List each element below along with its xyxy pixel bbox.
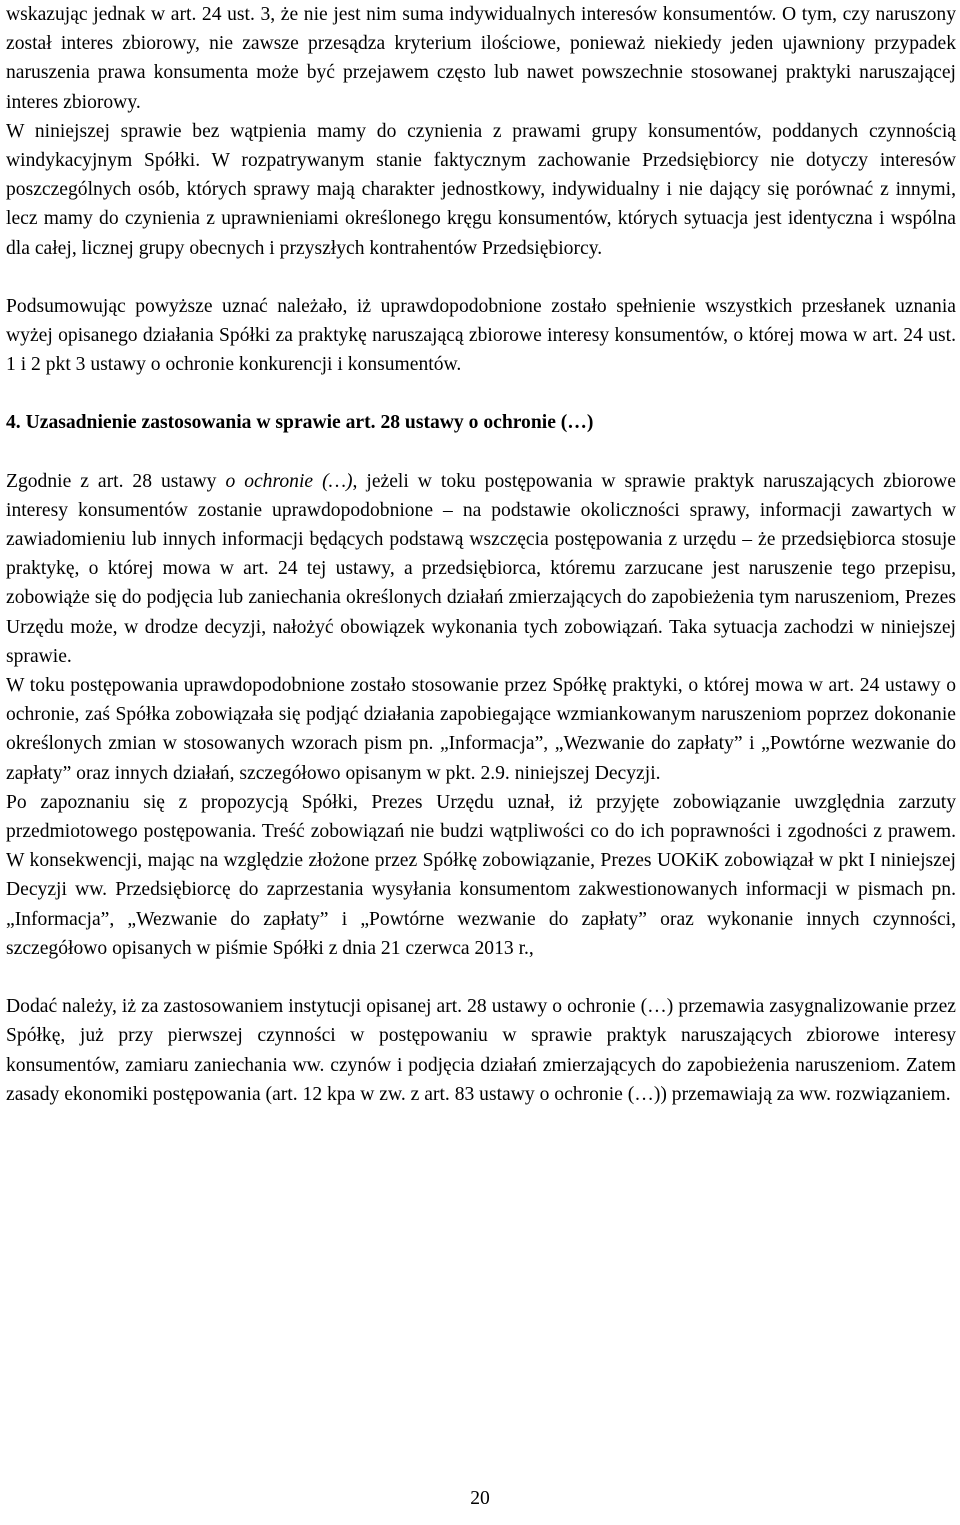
- section-heading: 4. Uzasadnienie zastosowania w sprawie art. 28 ustawy o ochronie (…): [6, 412, 594, 434]
- paragraph-commitments: W toku postępowania uprawdopodobnione zostało stosowanie przez Spółkę praktyki, o której mowa w art. 24 ustawy o ochronie, zaś Spółka zobowiązała się podjąć działania zapobiegające wzmiankowanym naruszeniom poprzez dokonanie określonych zmian w stosowanych wzorach pism pn. „Informacja”, „Wezwanie do zapłaty” i „Powtórne wezwanie do zapłaty” oraz innych działań, szczegółowo opisanym w pkt. 2.9. niniejszej Decyzji.: [6, 675, 956, 784]
- spacer: [6, 438, 956, 467]
- paragraph-summary: Podsumowując powyższe uznać należało, iż uprawdopodobnione zostało spełnienie wszystkich przesłanek uznania wyżej opisanego działania Spółki za praktykę naruszającą zbiorowe interesy konsumentów, o której mowa w art. 24 ust. 1 i 2 pkt 3 ustawy o ochronie konkurencji i konsumentów.: [6, 295, 956, 376]
- page-number: 20: [470, 1488, 490, 1509]
- paragraph-art-28-italic: o ochronie (…): [225, 470, 353, 492]
- paragraph-art-28: [6, 467, 956, 671]
- spacer: [6, 263, 956, 292]
- paragraph-president-decision: Po zapoznaniu się z propozycją Spółki, Prezes Urzędu uznał, iż przyjęte zobowiązanie uwzględnia zarzuty przedmiotowego postępowania. Treść zobowiązań nie budzi wątpliwości co do ich poprawności i zgodności z prawem. W konsekwencji, mając na względzie złożone przez Spółkę zobowiązanie, Prezes UOKiK zobowiązał w pkt I niniejszej Decyzji ww. Przedsiębiorcę do zaprzestania wysyłania konsumentom zakwestionowanych informacji w pismach pn. „Informacja”, „Wezwanie do zapłaty” i „Powtórne wezwanie do zapłaty” oraz wykonanie innych czynności, szczegółowo opisanych w piśmie Spółki z dnia 21 czerwca 2013 r.,: [6, 791, 956, 959]
- spacer: [6, 379, 956, 408]
- paragraph-art-28-rest: , jeżeli w toku postępowania w sprawie praktyk naruszających zbiorowe interesy konsumentów zostanie uprawdopodobnione – na podstawie okoliczności sprawy, informacji zawartych w zawiadomieniu lub innych informacji będących podstawą wszczęcia postępowania z urzędu – że przedsiębiorca stosuje praktykę, o której mowa w art. 24 tej ustawy, a przedsiębiorca, któremu zarzucane jest naruszenie tego przepisu, zobowiąże się do podjęcia lub zaniechania określonych działań zmierzających do zapobieżenia tym naruszeniom, Prezes Urzędu może, w drodze decyzji, nałożyć obowiązek wykonania tych zobowiązań. Taka sytuacja zachodzi w niniejszej sprawie.: [6, 470, 956, 667]
- spacer: [6, 963, 956, 992]
- paragraph-art-28-start: Zgodnie z art. 28 ustawy: [6, 470, 226, 492]
- paragraph-conclusion: Dodać należy, iż za zastosowaniem instytucji opisanej art. 28 ustawy o ochronie (…) przemawia zasygnalizowanie przez Spółkę, już przy pierwszej czynności w postępowaniu w sprawie praktyk naruszających zbiorowe interesy konsumentów, zamiaru zaniechania ww. czynów i podjęcia działań zmierzających do zapobieżenia naruszeniom. Zatem zasady ekonomiki postępowania (art. 12 kpa w zw. z art. 83 ustawy o ochronie (…)) przemawiają za ww. rozwiązaniem.: [6, 996, 956, 1105]
- document-page: [6, 0, 956, 1109]
- paragraph-interest: wskazując jednak w art. 24 ust. 3, że nie jest nim suma indywidualnych interesów konsumentów. O tym, czy naruszony został interes zbiorowy, nie zawsze przesądza kryterium ilościowe, ponieważ niekiedy jeden ujawniony przypadek naruszenia prawa konsumenta może być przejawem często lub nawet powszechnie stosowanej praktyki naruszającej interes zbiorowy.: [6, 4, 956, 113]
- paragraph-group-rights: W niniejszej sprawie bez wątpienia mamy do czynienia z prawami grupy konsumentów, poddanych czynnością windykacyjnym Spółki. W rozpatrywanym stanie faktycznym zachowanie Przedsiębiorcy nie dotyczy interesów poszczególnych osób, których sprawy mają charakter jednostkowy, indywidualny i nie dający się porównać z innymi, lecz mamy do czynienia z uprawnieniami określonego kręgu konsumentów, których sytuacja jest identyczna i wspólna dla całej, licznej grupy obecnych i przyszłych kontrahentów Przedsiębiorcy.: [6, 120, 956, 259]
